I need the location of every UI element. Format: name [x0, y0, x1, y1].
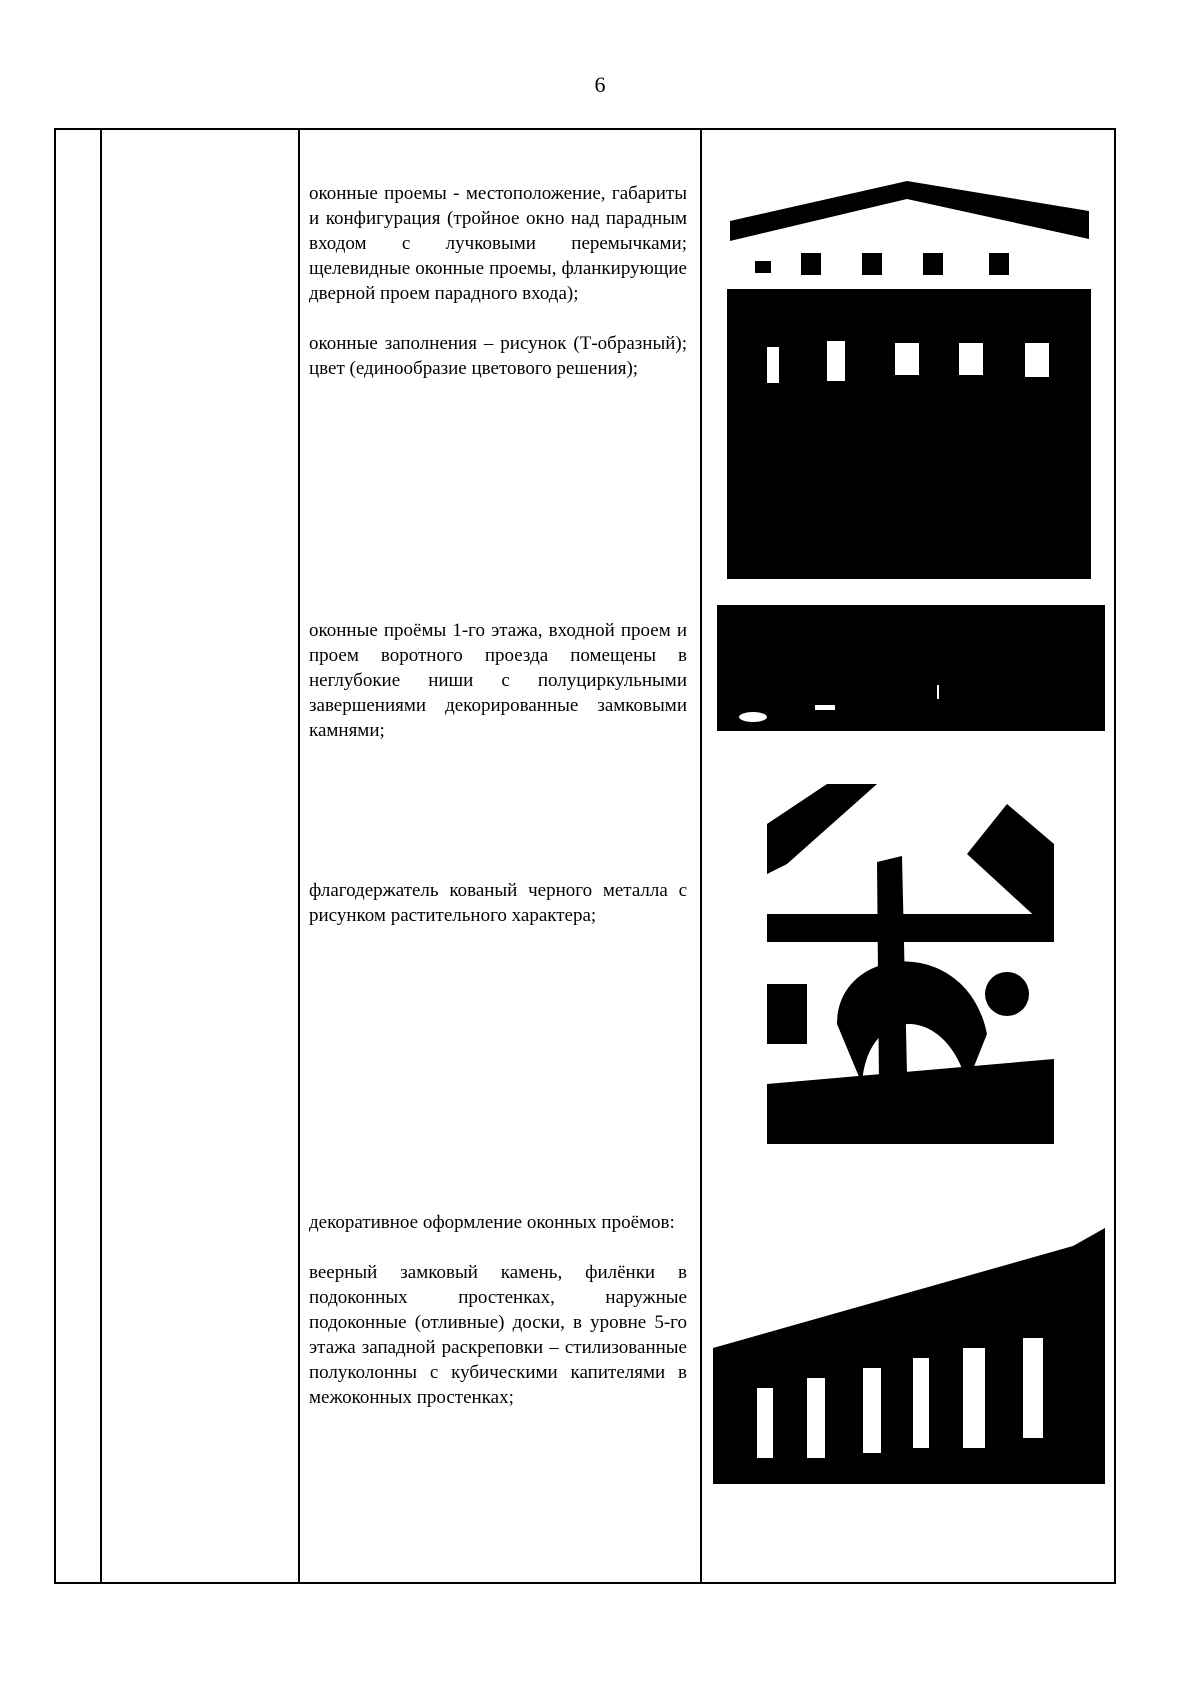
ground-floor-photo: [717, 605, 1105, 731]
column-divider-1: [100, 130, 102, 1582]
column-divider-2: [298, 130, 300, 1582]
feature-text: веерный замковый камень, филёнки в подоконных простенках, наружные подоконные (отливные) доски, в уровне 5-го этажа западной раскреповки – стилизованные полуколонны с кубическими капителями в межоконных простенках;: [309, 1262, 687, 1408]
feature-text: флагодержатель кованый черного металла с рисунком растительного характера;: [309, 880, 687, 926]
feature-ground-floor-openings: [309, 618, 687, 743]
window-decoration-photo: [713, 1228, 1105, 1484]
feature-flag-holder: [309, 878, 687, 928]
page-number: 6: [594, 72, 606, 97]
feature-text: декоративное оформление оконных проёмов:: [309, 1212, 675, 1233]
feature-text: оконные заполнения – рисунок (Т-образный); цвет (единообразие цветового решения);: [309, 333, 687, 379]
flag-holder-photo: [767, 784, 1054, 1144]
feature-window-openings: [309, 181, 687, 381]
feature-text: оконные проёмы 1-го этажа, входной проем и проем воротного проезда помещены в неглубокие ниши с полуциркульными завершениями декорированные замковыми камнями;: [309, 620, 687, 741]
building-facade-photo: [727, 181, 1091, 579]
column-divider-3: [700, 130, 702, 1582]
feature-window-decoration: [309, 1210, 687, 1410]
feature-text: оконные проемы - местоположение, габариты и конфигурация (тройное окно над парадным входом с лучковыми перемычками; щелевидные оконные проемы, фланкирующие дверной проем парадного входа);: [309, 183, 687, 304]
